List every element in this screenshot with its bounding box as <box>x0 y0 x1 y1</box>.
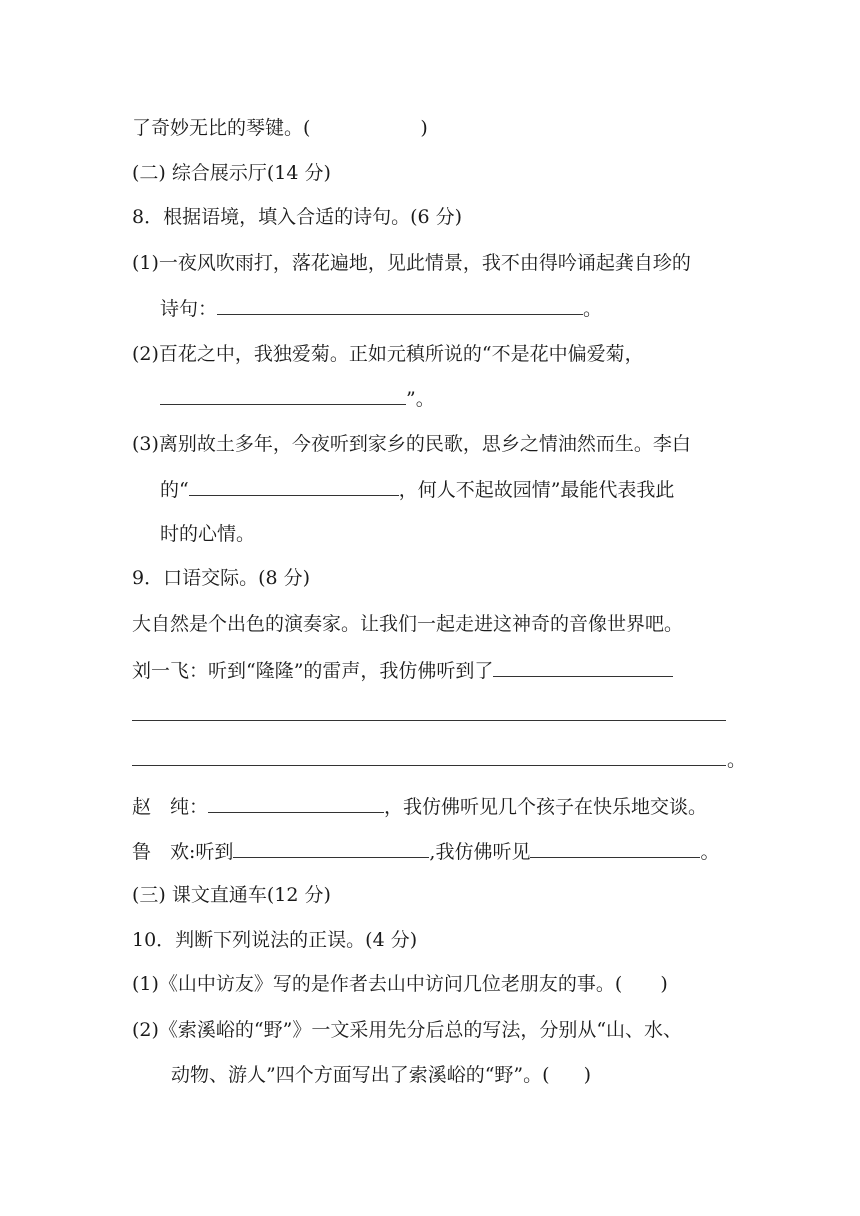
q10-stem: 10．判断下列说法的正误。(4 分) <box>132 929 418 951</box>
q9-intro: 大自然是个出色的演奏家。让我们一起走进这神奇的音像世界吧。 <box>132 613 684 635</box>
q8-part1-blank[interactable] <box>217 296 583 315</box>
q10-s2-close: ) <box>583 1064 591 1086</box>
q9-lu-line <box>132 839 719 864</box>
section-2-title: (二) 综合展示厅(14 分) <box>132 162 331 184</box>
q10-s1-close: ) <box>660 973 668 995</box>
q7-tail-text: 了奇妙无比的琴键。( <box>132 117 311 139</box>
q10-s2-text: 动物、游人”四个方面写出了索溪峪的“野”。( <box>171 1064 550 1086</box>
q10-statement-1 <box>132 972 668 996</box>
q8-part2-line1: (2)百花之中，我独爱菊。正如元稹所说的“不是花中偏爱菊， <box>132 343 644 365</box>
section-3-title: (三) 课文直通车(12 分) <box>132 884 331 906</box>
q9-zhao-name: 赵 纯： <box>132 796 209 818</box>
q9-lu-end: 。 <box>700 841 720 863</box>
q8-part3-prefix: 的“ <box>160 479 189 501</box>
q9-stem: 9．口语交际。(8 分) <box>132 567 311 589</box>
q7-close-paren: ) <box>420 117 428 139</box>
q8-part3-blank[interactable] <box>189 477 399 496</box>
q9-zhao-blank[interactable] <box>208 794 384 813</box>
q10-statement-2-line1: (2)《索溪峪的“野”》一文采用先分后总的写法，分别从“山、水、 <box>132 1019 683 1041</box>
q8-part1-line2 <box>160 296 602 321</box>
q9-zhao-suffix: ，我仿佛听见几个孩子在快乐地交谈。 <box>384 796 708 818</box>
q9-liu-text: 刘一飞：听到“隆隆”的雷声，我仿佛听到了 <box>132 660 494 682</box>
q8-part2-line2 <box>160 386 435 411</box>
q8-part3-line2 <box>160 477 674 502</box>
q10-statement-2-line2 <box>171 1063 591 1087</box>
q9-lu-mid: ,我仿佛听见 <box>429 841 531 863</box>
q9-zhao-line <box>132 794 707 819</box>
q8-part3-line1: (3)离别故土多年，今夜听到家乡的民歌，思乡之情油然而生。李白 <box>132 433 691 455</box>
q8-part2-suffix: ”。 <box>406 388 435 410</box>
q8-part1-prefix: 诗句： <box>160 298 218 320</box>
q9-liu-blank[interactable] <box>493 658 673 677</box>
q9-liu-blank-line-2[interactable] <box>132 720 726 721</box>
q9-liu-end: 。 <box>727 749 747 771</box>
q9-lu-blank-1[interactable] <box>233 839 429 858</box>
q9-lu-prefix: 鲁 欢:听到 <box>132 841 234 863</box>
q7-continuation <box>132 116 428 140</box>
q9-liu-blank-line-3[interactable] <box>132 765 726 766</box>
q8-part1-suffix: 。 <box>583 298 603 320</box>
q8-part3-line3: 时的心情。 <box>160 523 256 545</box>
q8-stem: 8．根据语境，填入合适的诗句。(6 分) <box>132 206 463 228</box>
q9-lu-blank-2[interactable] <box>530 839 700 858</box>
q8-part2-blank[interactable] <box>160 386 406 405</box>
q8-part3-suffix: ，何人不起故园情”最能代表我此 <box>398 479 675 501</box>
q9-liu-line <box>132 658 673 683</box>
q8-part1-line1: (1)一夜风吹雨打，落花遍地，见此情景，我不由得吟诵起龚自珍的 <box>132 252 691 274</box>
q10-s1-text: (1)《山中访友》写的是作者去山中访问几位老朋友的事。( <box>132 973 623 995</box>
